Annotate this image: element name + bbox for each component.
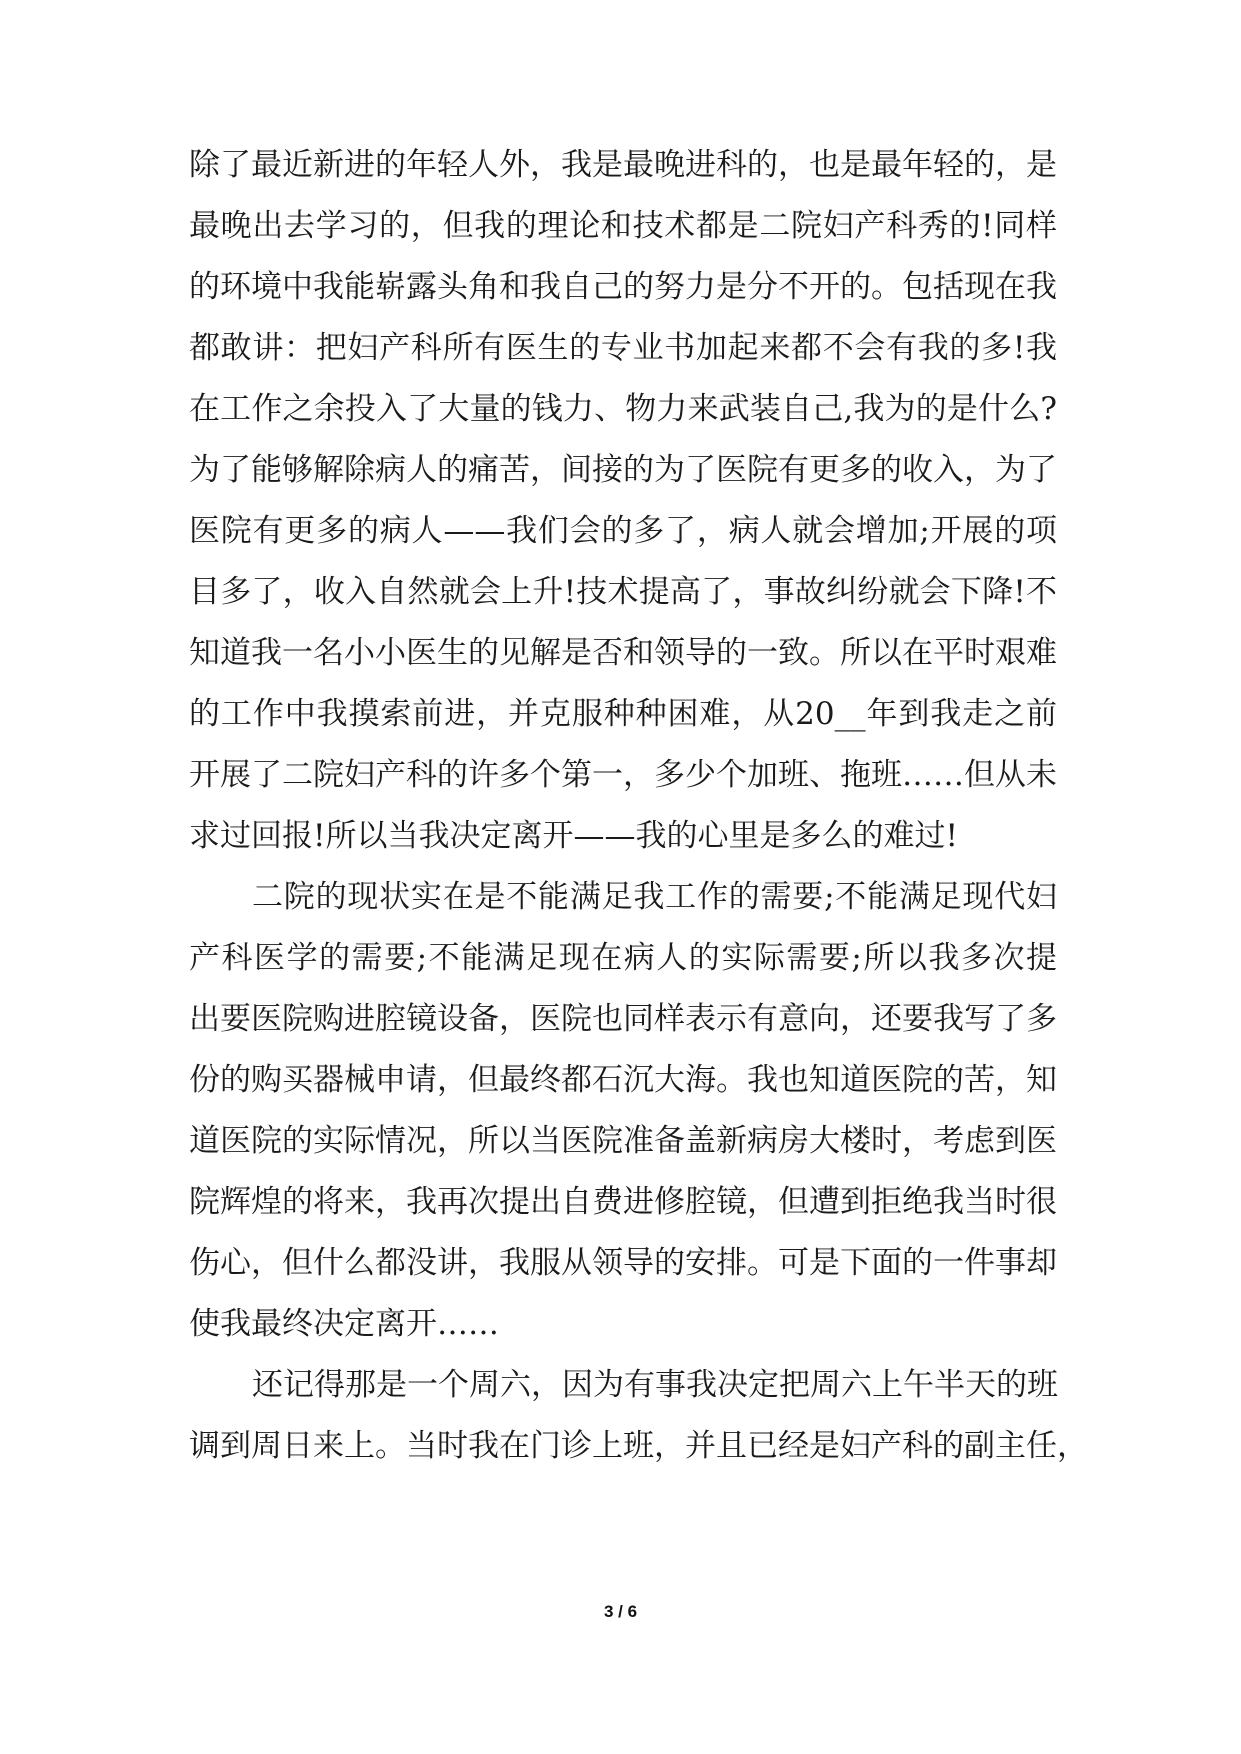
text-line: 份的购买器械申请，但最终都石沉大海。我也知道医院的苦，知 bbox=[189, 1062, 1057, 1098]
text-line: 调到周日来上。当时我在门诊上班，并且已经是妇产科的副主任， bbox=[189, 1428, 1088, 1464]
text-line: 使我最终决定离开…… bbox=[189, 1306, 499, 1342]
text-line: 知道我一名小小医生的见解是否和领导的一致。所以在平时艰难 bbox=[189, 635, 1057, 671]
paragraph-first-line: 还记得那是一个周六，因为有事我决定把周六上午半天的班 bbox=[252, 1367, 1058, 1403]
text-line: 的工作中我摸索前进，并克服种种困难，从20__年到我走之前 bbox=[189, 696, 1057, 732]
text-line: 伤心，但什么都没讲，我服从领导的安排。可是下面的一件事却 bbox=[189, 1245, 1057, 1281]
text-line: 出要医院购进腔镜设备，医院也同样表示有意向，还要我写了多 bbox=[189, 1001, 1057, 1037]
text-line: 除了最近新进的年轻人外，我是最晚进科的，也是最年轻的，是 bbox=[189, 147, 1057, 183]
text-line: 开展了二院妇产科的许多个第一，多少个加班、拖班……但从未 bbox=[189, 757, 1057, 793]
page-number: 3 / 6 bbox=[603, 1602, 638, 1621]
text-line: 产科医学的需要;不能满足现在病人的实际需要;所以我多次提 bbox=[189, 940, 1057, 976]
text-line: 在工作之余投入了大量的钱力、物力来武装自己,我为的是什么? bbox=[189, 391, 1057, 427]
text-line: 目多了，收入自然就会上升!技术提高了，事故纠纷就会下降!不 bbox=[189, 574, 1057, 610]
text-line: 都敢讲：把妇产科所有医生的专业书加起来都不会有我的多!我 bbox=[189, 330, 1057, 366]
text-line: 求过回报!所以当我决定离开——我的心里是多么的难过! bbox=[189, 818, 958, 854]
text-line: 为了能够解除病人的痛苦，间接的为了医院有更多的收入，为了 bbox=[189, 452, 1057, 488]
paragraph-first-line: 二院的现状实在是不能满足我工作的需要;不能满足现代妇 bbox=[252, 879, 1057, 915]
text-line: 医院有更多的病人——我们会的多了，病人就会增加;开展的项 bbox=[189, 513, 1057, 549]
text-line: 的环境中我能崭露头角和我自己的努力是分不开的。包括现在我 bbox=[189, 269, 1057, 305]
text-line: 院辉煌的将来，我再次提出自费进修腔镜，但遭到拒绝我当时很 bbox=[189, 1184, 1057, 1220]
text-line: 道医院的实际情况，所以当医院准备盖新病房大楼时，考虑到医 bbox=[189, 1123, 1057, 1159]
text-line: 最晚出去学习的，但我的理论和技术都是二院妇产科秀的!同样 bbox=[189, 208, 1057, 244]
